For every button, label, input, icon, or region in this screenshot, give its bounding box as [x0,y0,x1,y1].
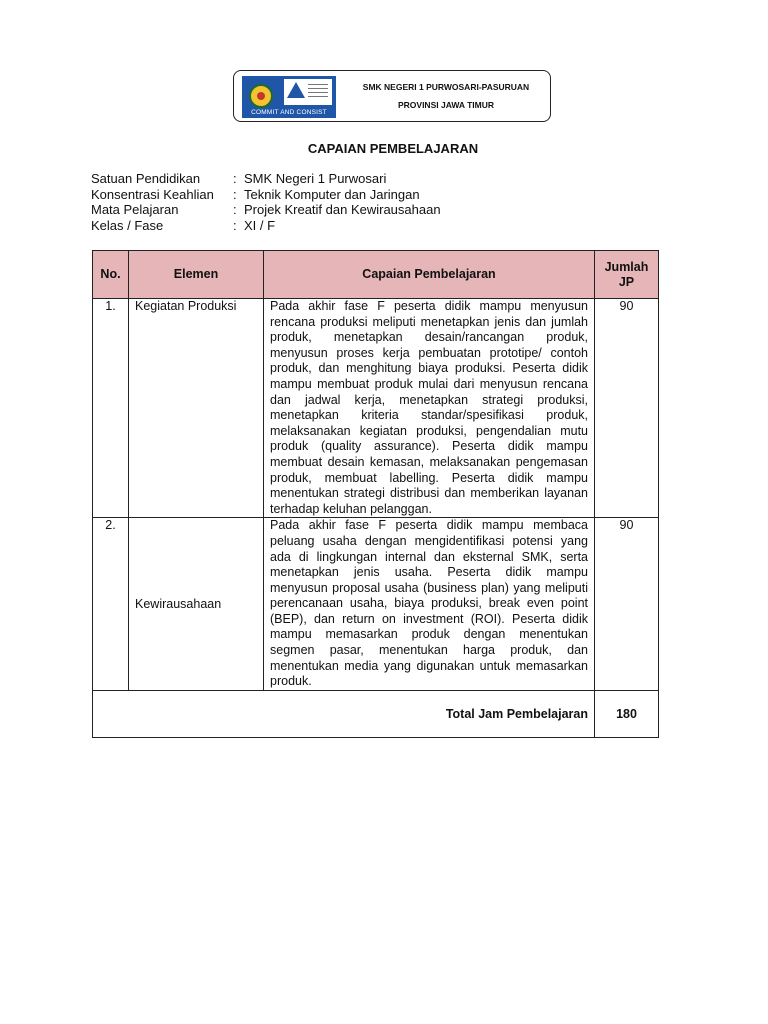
info-value: SMK Negeri 1 Purwosari [244,171,387,186]
info-value: Teknik Komputer dan Jaringan [244,186,420,202]
learning-outcomes-table [92,250,659,738]
header-capaian: Capaian Pembelajaran [264,251,595,299]
info-row [91,218,511,234]
table-header-row [93,251,659,299]
certification-badge-icon [284,79,332,105]
info-row [91,187,511,203]
table-row [93,299,659,518]
info-value: Projek Kreatif dan Kewirausahaan [244,202,441,218]
row-jp: 90 [595,299,659,518]
info-label: Mata Pelajaran [91,202,179,218]
row-number: 1. [93,299,129,518]
document-info [91,171,511,234]
info-colon: : [233,202,237,218]
school-header [233,70,551,122]
table-row [93,518,659,691]
total-label: Total Jam Pembelajaran [93,690,595,737]
header-jumlah-jp: Jumlah JP [595,251,659,299]
info-label: Kelas / Fase [91,218,164,234]
info-colon: : [233,218,237,234]
total-value: 180 [595,690,659,737]
page-title: CAPAIAN PEMBELAJARAN [307,141,479,156]
info-row [91,171,511,187]
total-row [93,690,659,737]
info-value: XI / F [244,218,276,234]
header-elemen: Elemen [129,251,264,299]
row-elemen: Kegiatan Produksi [129,299,264,518]
info-colon: : [233,171,237,186]
school-name: SMK NEGERI 1 PURWOSARI-PASURUAN [362,82,530,92]
header-no: No. [93,251,129,299]
info-label: Konsentrasi Keahlian [91,186,214,202]
row-number: 2. [93,518,129,691]
school-province: PROVINSI JAWA TIMUR [397,100,495,110]
logo-tagline: COMMIT AND CONSIST [251,109,327,116]
school-logo [242,76,336,118]
info-colon: : [233,186,237,202]
row-capaian: Pada akhir fase F peserta didik mampu menyusun rencana produksi meliputi menetapkan jenis dan jumlah produk, menetapkan desain/rancangan produk, menyusun proses kerja pembuatan prototipe/ contoh produk, dan menghitung biaya produksi. Peserta didik mampu membuat produk mulai dari menyusun rencana dan jadwal kerja, menetapkan strategi produksi, menetapkan kriteria standar/spesifikasi produk, melaksanakan kegiatan produksi, pengendalian mutu produk (quality assurance). Peserta didik mampu membuat desain kemasan, melaksanakan pengemasan produk, membuat labelling. Peserta didik mampu menentukan strategi distribusi dan memberikan layanan terhadap keluhan pelanggan. [264,299,595,518]
row-jp: 90 [595,518,659,691]
row-elemen: Kewirausahaan [129,518,264,691]
row-capaian: Pada akhir fase F peserta didik mampu membaca peluang usaha dengan mengidentifikasi potensi yang ada di lingkungan internal dan eksternal SMK, serta menetapkan jenis usaha. Peserta didik mampu menyusun proposal usaha (business plan) yang meliputi perencanaan usaha, biaya produksi, break even point (BEP), dan return on investment (ROI). Peserta didik mampu memasarkan produk dengan menentukan segmen pasar, menentukan harga produk, dan menentukan media yang digunakan untuk memasarkan produk. [264,518,595,691]
info-row [91,202,511,218]
school-emblem-icon [249,84,273,108]
info-label: Satuan Pendidikan [91,171,201,186]
